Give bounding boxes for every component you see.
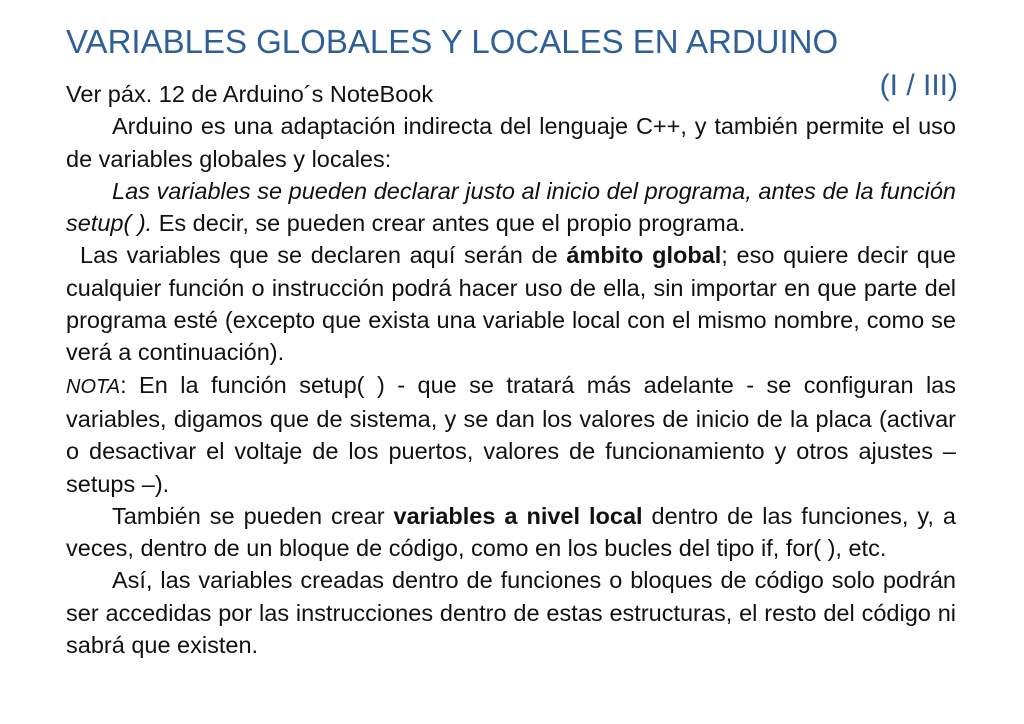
paragraph-note: [66, 369, 956, 500]
declaration-italic-text: Las variables se pueden declarar justo al inicio del programa, antes de la función setup( ).: [66, 177, 956, 237]
paragraph-global-scope: [66, 239, 956, 368]
local-scope-start: También se pueden crear: [112, 502, 394, 529]
part-indicator: (I / III): [879, 69, 958, 102]
local-scope-end: dentro de las funciones, y, a veces, dentro de un bloque de código, como en los bucles del tipo if, for( ), etc.: [66, 502, 956, 562]
slide-title: VARIABLES GLOBALES Y LOCALES EN ARDUINO: [66, 23, 839, 60]
global-scope-bold: ámbito global: [566, 242, 722, 269]
paragraph-declaration: [66, 175, 956, 240]
declaration-rest-text: Es decir, se pueden crear antes que el propio programa.: [152, 210, 746, 237]
note-text: : En la función setup( ) - que se tratará más adelante - se configuran las variables, digamos que de sistema, y se dan los valores de inicio de la placa (activar o desactivar el voltaje de los puertos, valores de funcionamiento y otros ajustes – setups –).: [66, 371, 956, 497]
slide-body: [66, 78, 956, 661]
global-scope-start: Las variables que se declaren aquí serán de: [80, 242, 567, 269]
note-label: NOTA: [66, 375, 121, 398]
paragraph-local-scope: [66, 500, 956, 565]
paragraph-intro: Arduino es una adaptación indirecta del lenguaje C++, y también permite el uso de variables globales y locales:: [66, 113, 956, 172]
global-scope-end: ; eso quiere decir que cualquier función o instrucción podrá hacer uso de ella, sin importar en que parte del programa esté (excepto que exista una variable local con el mismo nombre, como se verá a continuación).: [66, 242, 956, 366]
reference-line: Ver páx. 12 de Arduino´s NoteBook: [66, 81, 434, 107]
paragraph-conclusion: Así, las variables creadas dentro de funciones o bloques de código solo podrán ser accedidas por las instrucciones dentro de estas estructuras, el resto del código ni sabrá que existen.: [66, 567, 956, 659]
local-scope-bold: variables a nivel local: [393, 502, 643, 529]
